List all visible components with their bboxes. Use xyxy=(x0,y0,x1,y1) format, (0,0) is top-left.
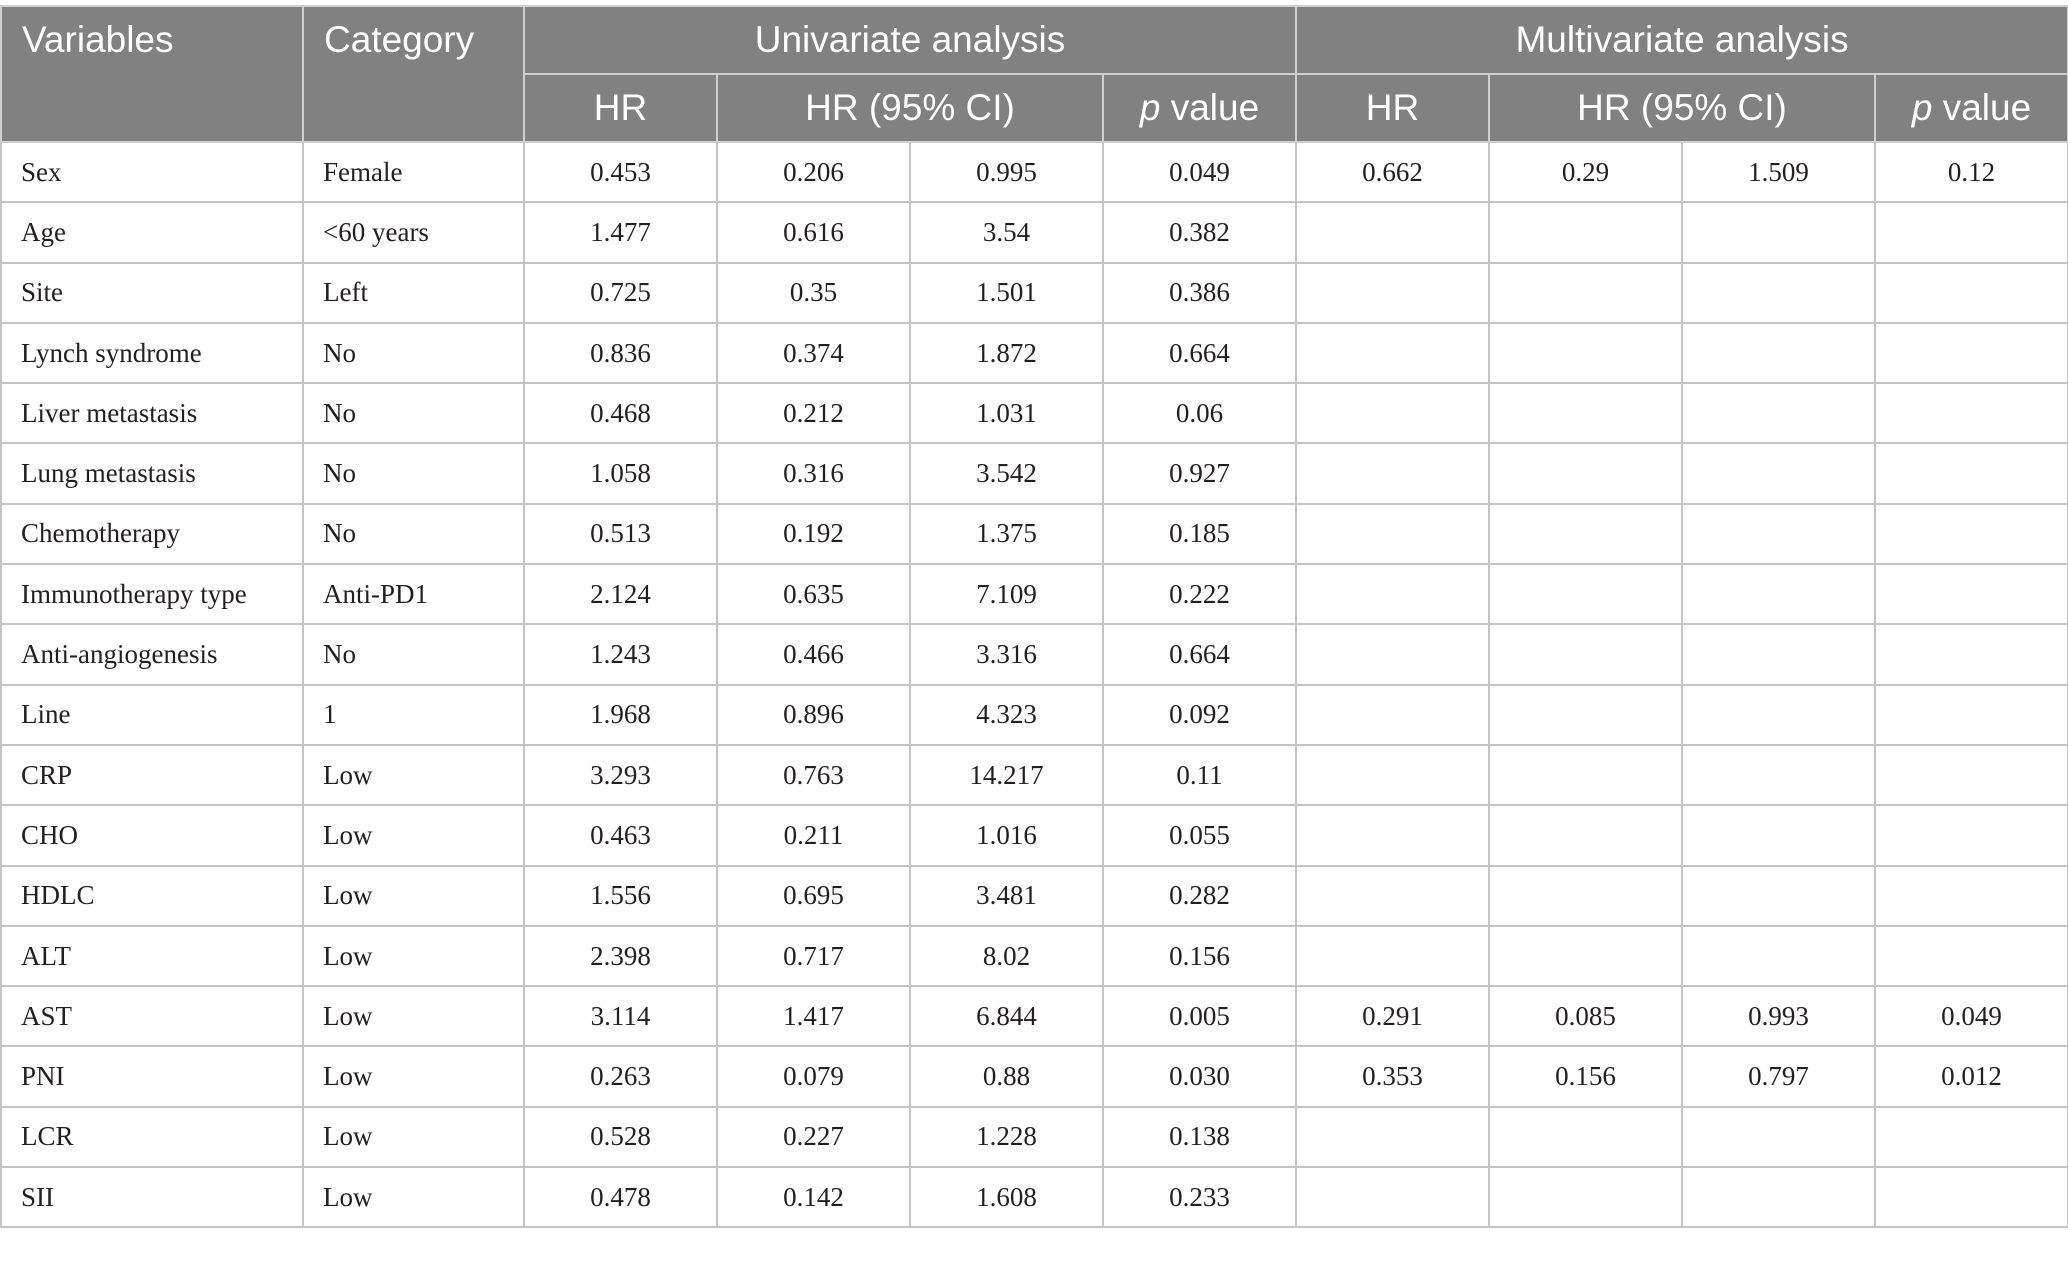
category-cell: 1 xyxy=(303,685,524,745)
multivariate-hr-cell xyxy=(1296,926,1489,986)
multivariate-p-value-cell xyxy=(1875,624,2068,684)
variable-cell: Immunotherapy type xyxy=(1,564,303,624)
univariate-hr-cell: 0.263 xyxy=(524,1046,717,1106)
univariate-p-value-cell: 0.185 xyxy=(1103,504,1296,564)
multivariate-ci-lower-cell xyxy=(1489,1167,1682,1227)
univariate-hr-cell: 0.528 xyxy=(524,1107,717,1167)
hazard-ratio-table xyxy=(0,5,2068,1228)
p-value-label: value xyxy=(1932,87,2032,128)
table-row xyxy=(1,263,2068,323)
univariate-hr-cell: 0.468 xyxy=(524,383,717,443)
multivariate-ci-lower-cell xyxy=(1489,926,1682,986)
table-row xyxy=(1,564,2068,624)
multivariate-hr-cell xyxy=(1296,383,1489,443)
variable-cell: Liver metastasis xyxy=(1,383,303,443)
multivariate-ci-lower-cell: 0.085 xyxy=(1489,986,1682,1046)
univariate-hr-cell: 0.836 xyxy=(524,323,717,383)
univariate-hr-cell: 0.513 xyxy=(524,504,717,564)
multivariate-ci-lower-cell xyxy=(1489,1107,1682,1167)
univariate-p-value-cell: 0.11 xyxy=(1103,745,1296,805)
multivariate-ci-lower-cell xyxy=(1489,383,1682,443)
multivariate-ci-upper-cell xyxy=(1682,685,1875,745)
multivariate-ci-upper-cell xyxy=(1682,866,1875,926)
multivariate-p-value-cell xyxy=(1875,866,2068,926)
variable-cell: CRP xyxy=(1,745,303,805)
variable-cell: Site xyxy=(1,263,303,323)
header-uni-hr-ci: HR (95% CI) xyxy=(717,74,1103,142)
multivariate-p-value-cell xyxy=(1875,805,2068,865)
category-cell: No xyxy=(303,323,524,383)
multivariate-p-value-cell: 0.049 xyxy=(1875,986,2068,1046)
multivariate-ci-lower-cell xyxy=(1489,624,1682,684)
univariate-hr-cell: 0.725 xyxy=(524,263,717,323)
univariate-ci-lower-cell: 0.763 xyxy=(717,745,910,805)
category-cell: Low xyxy=(303,1107,524,1167)
p-symbol: p xyxy=(1139,87,1161,128)
variable-cell: Sex xyxy=(1,142,303,202)
table-row xyxy=(1,1167,2068,1227)
univariate-p-value-cell: 0.005 xyxy=(1103,986,1296,1046)
header-category: Category xyxy=(303,6,524,142)
multivariate-ci-lower-cell xyxy=(1489,745,1682,805)
table-row xyxy=(1,504,2068,564)
multivariate-hr-cell xyxy=(1296,805,1489,865)
variable-cell: CHO xyxy=(1,805,303,865)
univariate-ci-lower-cell: 0.079 xyxy=(717,1046,910,1106)
category-cell: Anti-PD1 xyxy=(303,564,524,624)
category-cell: Female xyxy=(303,142,524,202)
category-cell: Low xyxy=(303,745,524,805)
category-cell: Low xyxy=(303,866,524,926)
multivariate-ci-upper-cell xyxy=(1682,564,1875,624)
multivariate-hr-cell xyxy=(1296,745,1489,805)
multivariate-p-value-cell xyxy=(1875,443,2068,503)
multivariate-ci-lower-cell xyxy=(1489,263,1682,323)
univariate-ci-upper-cell: 0.995 xyxy=(910,142,1103,202)
variable-cell: SII xyxy=(1,1167,303,1227)
univariate-hr-cell: 2.124 xyxy=(524,564,717,624)
table-body xyxy=(1,142,2068,1227)
multivariate-p-value-cell xyxy=(1875,745,2068,805)
univariate-p-value-cell: 0.06 xyxy=(1103,383,1296,443)
univariate-ci-upper-cell: 1.031 xyxy=(910,383,1103,443)
category-cell: Low xyxy=(303,1046,524,1106)
univariate-ci-upper-cell: 1.016 xyxy=(910,805,1103,865)
variable-cell: Anti-angiogenesis xyxy=(1,624,303,684)
univariate-ci-upper-cell: 1.375 xyxy=(910,504,1103,564)
multivariate-p-value-cell xyxy=(1875,1107,2068,1167)
univariate-ci-lower-cell: 0.211 xyxy=(717,805,910,865)
univariate-ci-lower-cell: 1.417 xyxy=(717,986,910,1046)
multivariate-hr-cell: 0.353 xyxy=(1296,1046,1489,1106)
multivariate-ci-upper-cell xyxy=(1682,1167,1875,1227)
multivariate-ci-lower-cell xyxy=(1489,805,1682,865)
multivariate-ci-lower-cell xyxy=(1489,504,1682,564)
category-cell: Low xyxy=(303,926,524,986)
table-row xyxy=(1,685,2068,745)
header-uni-hr: HR xyxy=(524,74,717,142)
multivariate-ci-lower-cell xyxy=(1489,443,1682,503)
variable-cell: Line xyxy=(1,685,303,745)
header-multi-hr: HR xyxy=(1296,74,1489,142)
multivariate-hr-cell: 0.291 xyxy=(1296,986,1489,1046)
multivariate-ci-lower-cell xyxy=(1489,202,1682,262)
variable-cell: Chemotherapy xyxy=(1,504,303,564)
table-row xyxy=(1,142,2068,202)
table-row xyxy=(1,202,2068,262)
results-table-container xyxy=(0,5,2068,1228)
table-row xyxy=(1,1107,2068,1167)
univariate-hr-cell: 0.453 xyxy=(524,142,717,202)
multivariate-ci-upper-cell: 0.797 xyxy=(1682,1046,1875,1106)
variable-cell: AST xyxy=(1,986,303,1046)
univariate-ci-upper-cell: 0.88 xyxy=(910,1046,1103,1106)
univariate-ci-lower-cell: 0.374 xyxy=(717,323,910,383)
category-cell: Low xyxy=(303,1167,524,1227)
univariate-ci-upper-cell: 1.608 xyxy=(910,1167,1103,1227)
univariate-p-value-cell: 0.664 xyxy=(1103,323,1296,383)
multivariate-p-value-cell xyxy=(1875,323,2068,383)
category-cell: Low xyxy=(303,805,524,865)
table-row xyxy=(1,443,2068,503)
table-row xyxy=(1,323,2068,383)
multivariate-ci-upper-cell xyxy=(1682,383,1875,443)
univariate-p-value-cell: 0.282 xyxy=(1103,866,1296,926)
category-cell: Low xyxy=(303,986,524,1046)
multivariate-hr-cell: 0.662 xyxy=(1296,142,1489,202)
multivariate-hr-cell xyxy=(1296,564,1489,624)
univariate-ci-upper-cell: 8.02 xyxy=(910,926,1103,986)
table-row xyxy=(1,624,2068,684)
variable-cell: Age xyxy=(1,202,303,262)
multivariate-ci-upper-cell xyxy=(1682,1107,1875,1167)
multivariate-ci-upper-cell xyxy=(1682,504,1875,564)
multivariate-hr-cell xyxy=(1296,1107,1489,1167)
multivariate-p-value-cell: 0.12 xyxy=(1875,142,2068,202)
multivariate-p-value-cell xyxy=(1875,504,2068,564)
univariate-p-value-cell: 0.222 xyxy=(1103,564,1296,624)
multivariate-ci-lower-cell xyxy=(1489,685,1682,745)
univariate-p-value-cell: 0.386 xyxy=(1103,263,1296,323)
category-cell: No xyxy=(303,504,524,564)
univariate-ci-upper-cell: 14.217 xyxy=(910,745,1103,805)
variable-cell: ALT xyxy=(1,926,303,986)
multivariate-ci-lower-cell xyxy=(1489,564,1682,624)
univariate-hr-cell: 3.293 xyxy=(524,745,717,805)
univariate-hr-cell: 1.968 xyxy=(524,685,717,745)
variable-cell: Lung metastasis xyxy=(1,443,303,503)
header-univariate-analysis: Univariate analysis xyxy=(524,6,1296,74)
univariate-ci-lower-cell: 0.192 xyxy=(717,504,910,564)
univariate-ci-upper-cell: 3.316 xyxy=(910,624,1103,684)
univariate-ci-lower-cell: 0.142 xyxy=(717,1167,910,1227)
univariate-p-value-cell: 0.092 xyxy=(1103,685,1296,745)
variable-cell: Lynch syndrome xyxy=(1,323,303,383)
category-cell: No xyxy=(303,443,524,503)
multivariate-p-value-cell xyxy=(1875,383,2068,443)
multivariate-p-value-cell xyxy=(1875,685,2068,745)
univariate-hr-cell: 3.114 xyxy=(524,986,717,1046)
multivariate-hr-cell xyxy=(1296,866,1489,926)
univariate-hr-cell: 1.477 xyxy=(524,202,717,262)
univariate-ci-upper-cell: 1.228 xyxy=(910,1107,1103,1167)
multivariate-hr-cell xyxy=(1296,685,1489,745)
univariate-ci-upper-cell: 7.109 xyxy=(910,564,1103,624)
header-uni-p-value xyxy=(1103,74,1296,142)
header-variables: Variables xyxy=(1,6,303,142)
univariate-ci-lower-cell: 0.206 xyxy=(717,142,910,202)
multivariate-ci-lower-cell xyxy=(1489,866,1682,926)
multivariate-p-value-cell xyxy=(1875,564,2068,624)
multivariate-p-value-cell xyxy=(1875,1167,2068,1227)
univariate-ci-lower-cell: 0.717 xyxy=(717,926,910,986)
multivariate-hr-cell xyxy=(1296,1167,1489,1227)
univariate-ci-lower-cell: 0.227 xyxy=(717,1107,910,1167)
table-row xyxy=(1,745,2068,805)
univariate-ci-lower-cell: 0.635 xyxy=(717,564,910,624)
univariate-ci-upper-cell: 1.501 xyxy=(910,263,1103,323)
univariate-p-value-cell: 0.927 xyxy=(1103,443,1296,503)
table-row xyxy=(1,805,2068,865)
category-cell: Left xyxy=(303,263,524,323)
univariate-hr-cell: 0.463 xyxy=(524,805,717,865)
variable-cell: LCR xyxy=(1,1107,303,1167)
univariate-ci-lower-cell: 0.316 xyxy=(717,443,910,503)
multivariate-ci-upper-cell xyxy=(1682,263,1875,323)
multivariate-hr-cell xyxy=(1296,263,1489,323)
univariate-p-value-cell: 0.049 xyxy=(1103,142,1296,202)
univariate-ci-lower-cell: 0.616 xyxy=(717,202,910,262)
multivariate-ci-upper-cell: 0.993 xyxy=(1682,986,1875,1046)
univariate-p-value-cell: 0.664 xyxy=(1103,624,1296,684)
multivariate-ci-upper-cell xyxy=(1682,323,1875,383)
univariate-ci-lower-cell: 0.466 xyxy=(717,624,910,684)
multivariate-ci-upper-cell xyxy=(1682,805,1875,865)
univariate-hr-cell: 1.556 xyxy=(524,866,717,926)
univariate-ci-lower-cell: 0.695 xyxy=(717,866,910,926)
univariate-p-value-cell: 0.030 xyxy=(1103,1046,1296,1106)
univariate-p-value-cell: 0.055 xyxy=(1103,805,1296,865)
univariate-ci-lower-cell: 0.212 xyxy=(717,383,910,443)
univariate-p-value-cell: 0.156 xyxy=(1103,926,1296,986)
multivariate-ci-lower-cell: 0.29 xyxy=(1489,142,1682,202)
multivariate-ci-upper-cell: 1.509 xyxy=(1682,142,1875,202)
univariate-ci-upper-cell: 4.323 xyxy=(910,685,1103,745)
header-multivariate-analysis: Multivariate analysis xyxy=(1296,6,2068,74)
multivariate-ci-upper-cell xyxy=(1682,624,1875,684)
multivariate-hr-cell xyxy=(1296,443,1489,503)
category-cell: No xyxy=(303,383,524,443)
table-row xyxy=(1,986,2068,1046)
univariate-hr-cell: 2.398 xyxy=(524,926,717,986)
multivariate-ci-upper-cell xyxy=(1682,202,1875,262)
table-header xyxy=(1,6,2068,142)
multivariate-ci-upper-cell xyxy=(1682,443,1875,503)
univariate-p-value-cell: 0.138 xyxy=(1103,1107,1296,1167)
multivariate-hr-cell xyxy=(1296,624,1489,684)
table-row xyxy=(1,866,2068,926)
multivariate-p-value-cell: 0.012 xyxy=(1875,1046,2068,1106)
multivariate-ci-upper-cell xyxy=(1682,926,1875,986)
multivariate-hr-cell xyxy=(1296,202,1489,262)
category-cell: No xyxy=(303,624,524,684)
multivariate-hr-cell xyxy=(1296,504,1489,564)
category-cell: <60 years xyxy=(303,202,524,262)
multivariate-p-value-cell xyxy=(1875,202,2068,262)
univariate-ci-upper-cell: 1.872 xyxy=(910,323,1103,383)
header-multi-hr-ci: HR (95% CI) xyxy=(1489,74,1875,142)
univariate-ci-upper-cell: 3.542 xyxy=(910,443,1103,503)
univariate-ci-upper-cell: 3.54 xyxy=(910,202,1103,262)
multivariate-hr-cell xyxy=(1296,323,1489,383)
table-row xyxy=(1,1046,2068,1106)
univariate-ci-upper-cell: 6.844 xyxy=(910,986,1103,1046)
table-row xyxy=(1,926,2068,986)
p-value-label: value xyxy=(1160,87,1260,128)
univariate-ci-upper-cell: 3.481 xyxy=(910,866,1103,926)
variable-cell: HDLC xyxy=(1,866,303,926)
p-symbol: p xyxy=(1911,87,1933,128)
univariate-ci-lower-cell: 0.896 xyxy=(717,685,910,745)
univariate-hr-cell: 0.478 xyxy=(524,1167,717,1227)
multivariate-ci-lower-cell xyxy=(1489,323,1682,383)
variable-cell: PNI xyxy=(1,1046,303,1106)
univariate-ci-lower-cell: 0.35 xyxy=(717,263,910,323)
univariate-p-value-cell: 0.233 xyxy=(1103,1167,1296,1227)
multivariate-p-value-cell xyxy=(1875,926,2068,986)
multivariate-ci-lower-cell: 0.156 xyxy=(1489,1046,1682,1106)
table-row xyxy=(1,383,2068,443)
multivariate-p-value-cell xyxy=(1875,263,2068,323)
univariate-hr-cell: 1.243 xyxy=(524,624,717,684)
multivariate-ci-upper-cell xyxy=(1682,745,1875,805)
univariate-hr-cell: 1.058 xyxy=(524,443,717,503)
univariate-p-value-cell: 0.382 xyxy=(1103,202,1296,262)
header-multi-p-value xyxy=(1875,74,2068,142)
